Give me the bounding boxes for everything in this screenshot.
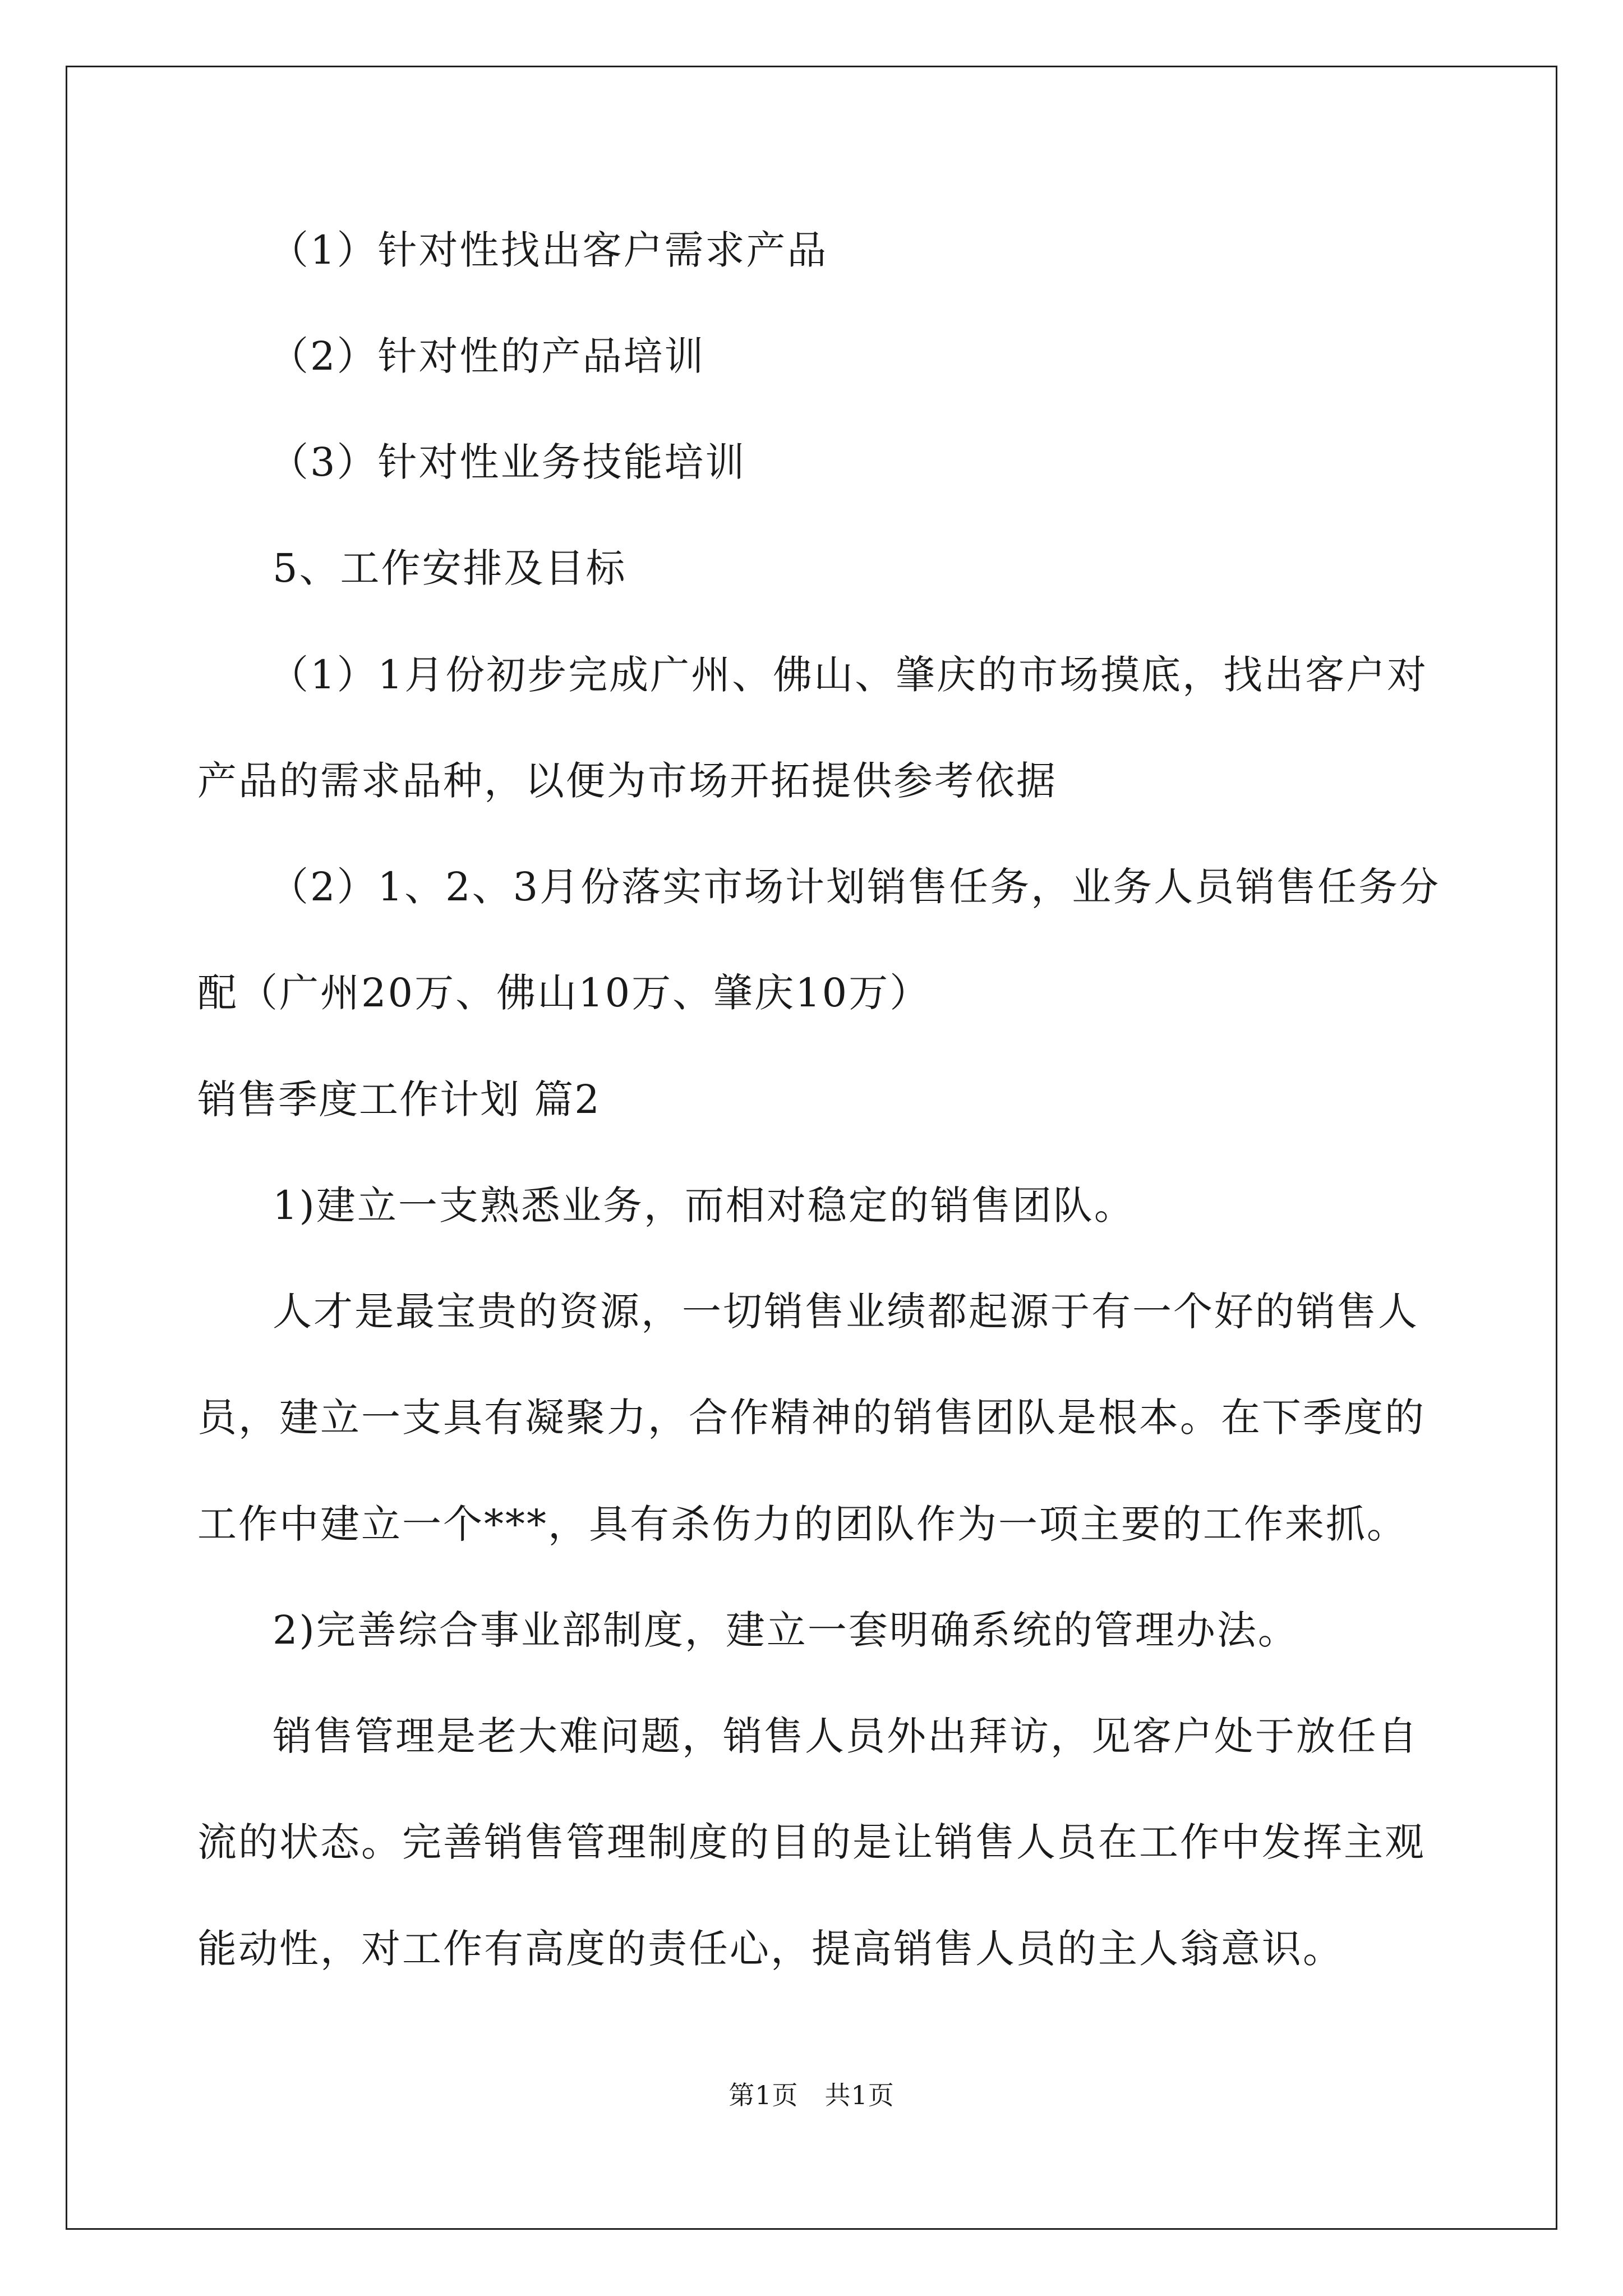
paragraph-line: 人才是最宝贵的资源，一切销售业绩都起源于有一个好的销售人 <box>273 1289 1419 1335</box>
section-title: 销售季度工作计划 篇2 <box>197 1076 601 1122</box>
page-border <box>66 66 1557 2230</box>
paragraph-line: 工作中建立一个***，具有杀伤力的团队作为一项主要的工作来抓。 <box>197 1501 1408 1547</box>
paragraph-line: 销售管理是老大难问题，销售人员外出拜访，见客户处于放任自 <box>273 1713 1419 1759</box>
paragraph-line: 产品的需求品种，以便为市场开拓提供参考依据 <box>197 758 1057 804</box>
list-item-3: （3）针对性业务技能培训 <box>269 439 746 485</box>
list-item-2: （2）针对性的产品培训 <box>269 333 706 379</box>
section-heading: 5、工作安排及目标 <box>273 545 627 591</box>
list-item-1: （1）针对性找出客户需求产品 <box>269 227 828 273</box>
paragraph-line: 1)建立一支熟悉业务，而相对稳定的销售团队。 <box>273 1182 1135 1228</box>
paragraph-line: （1）1月份初步完成广州、佛山、肇庆的市场摸底，找出客户对 <box>269 652 1428 698</box>
paragraph-line: （2）1、2、3月份落实市场计划销售任务，业务人员销售任务分 <box>269 864 1441 910</box>
page-footer: 第1页 共1页 <box>728 2080 895 2110</box>
paragraph-line: 能动性，对工作有高度的责任心，提高销售人员的主人翁意识。 <box>197 1926 1344 1972</box>
paragraph-line: 2)完善综合事业部制度，建立一套明确系统的管理办法。 <box>273 1607 1299 1653</box>
paragraph-line: 员，建立一支具有凝聚力，合作精神的销售团队是根本。在下季度的 <box>197 1395 1426 1441</box>
paragraph-line: 流的状态。完善销售管理制度的目的是让销售人员在工作中发挥主观 <box>197 1819 1426 1865</box>
paragraph-line: 配（广州20万、佛山10万、肇庆10万） <box>197 970 931 1016</box>
